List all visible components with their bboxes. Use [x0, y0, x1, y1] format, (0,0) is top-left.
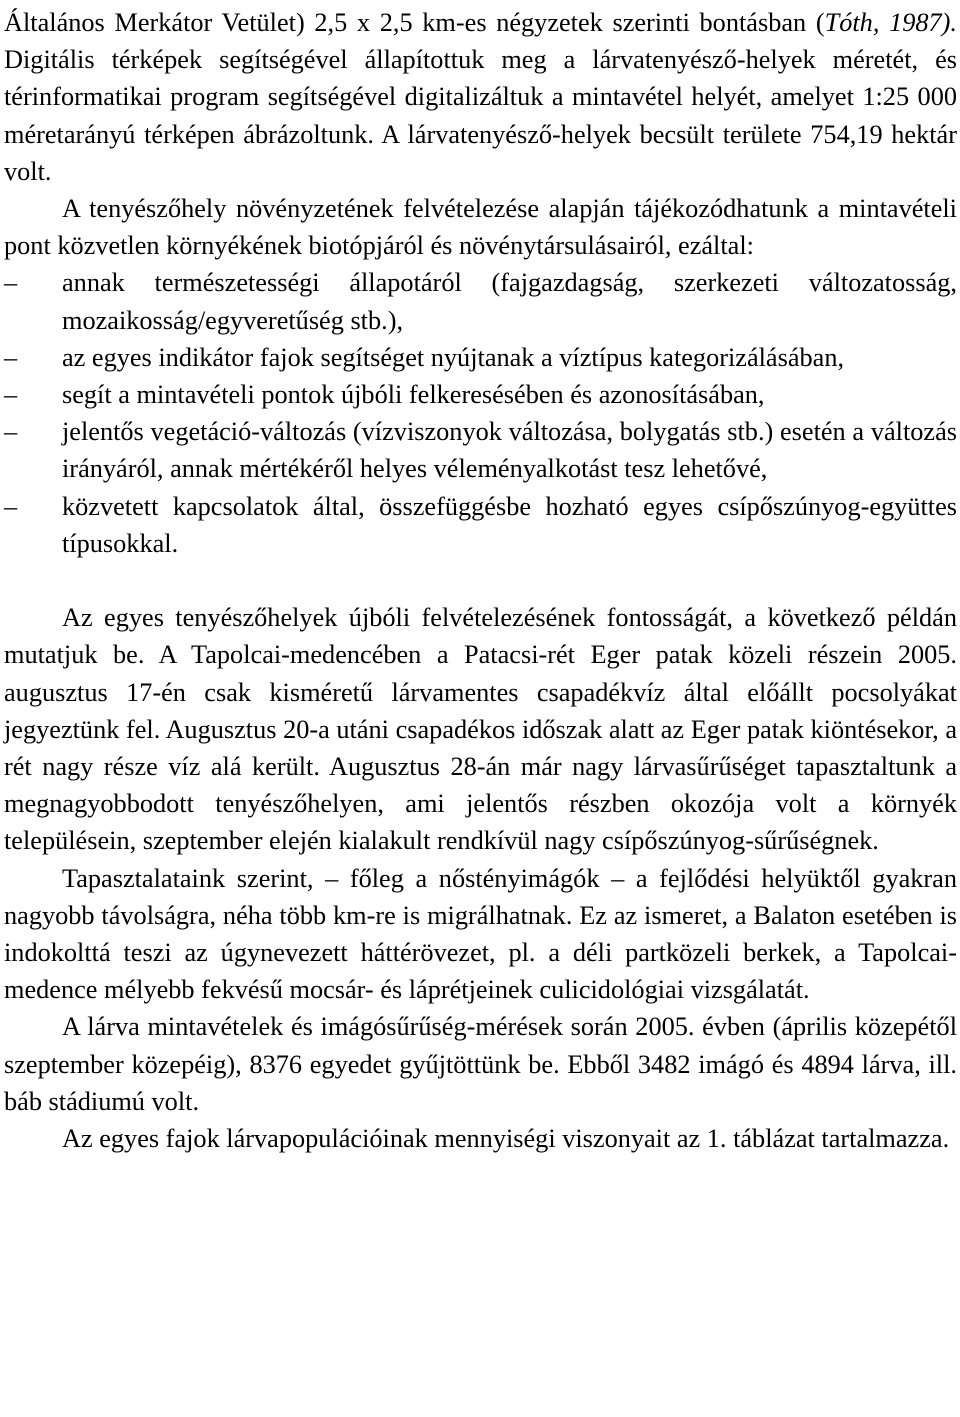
list-item-text: közvetett kapcsolatok által, összefüggésbe hozható egyes csípőszúnyog-együttes típusokkal.: [62, 491, 957, 558]
paragraph-vegetation-intro: A tenyészőhely növényzetének felvételezése alapján tájékozódhatunk a mintavételi pont közvetlen környékének biotópjáról és növénytársulásairól, ezáltal:: [4, 194, 957, 261]
list-item-text: jelentős vegetáció-változás (vízviszonyok változása, bolygatás stb.) esetén a változás irányáról, annak mértékéről helyes véleményalkotást tesz lehetővé,: [62, 417, 957, 484]
dash-bullet: –: [4, 342, 18, 372]
paragraph-spacer: [4, 562, 957, 599]
paragraph-patacsi-example: Az egyes tenyészőhelyek újbóli felvételezésének fontosságát, a következő példán mutatjuk be. A Tapolcai-medencében a Patacsi-rét Eger patak közeli részein 2005. augusztus 17-én csak kisméretű lárvamentes csapadékvíz által előállt pocsolyákat jegyeztünk fel. Augusztus 20-a utáni csapadékos időszak alatt az Eger patak kiöntésekor, a rét nagy része víz alá került. Augusztus 28-án már nagy lárvasűrűséget tapasztaltunk a megnagyobbodott tenyészőhelyen, ami jelentős részben okozója volt a környék településein, szeptember elején kialakult rendkívül nagy csípőszúnyog-sűrűségnek.: [4, 603, 957, 856]
list-item: [4, 376, 957, 413]
dash-bullet: –: [4, 380, 18, 410]
list-item: [4, 413, 957, 487]
document-page: [4, 4, 957, 1157]
citation-toth-1987: Tóth, 1987).: [824, 8, 957, 37]
paragraph-migration: Tapasztalataink szerint, – főleg a nőstényimágók – a fejlődési helyüktől gyakran nagyobb távolságra, néha több km-re is migrálhatnak. Ez az ismeret, a Balaton esetében is indokolttá teszi az úgynevezett háttérövezet, pl. a déli partközeli berkek, a Tapolcai-medence mélyebb fekvésű mocsár- és láprétjeinek culicidológiai vizsgálatát.: [4, 863, 957, 1005]
list-item: [4, 488, 957, 562]
list-item-text: segít a mintavételi pontok újbóli felkeresésében és azonosításában,: [62, 380, 765, 410]
dash-bullet: –: [4, 491, 18, 521]
dash-bullet: –: [4, 417, 18, 447]
paragraph-methods: [4, 4, 957, 190]
paragraph-methods-start: Általános Merkátor Vetület) 2,5 x 2,5 km-es négyzetek szerinti bontásban (: [4, 8, 825, 37]
paragraph-table-reference: Az egyes fajok lárvapopulációinak mennyiségi viszonyait az 1. táblázat tartalmazza.: [62, 1124, 950, 1154]
paragraph-sampling-totals: A lárva mintavételek és imágósűrűség-mérések során 2005. évben (április közepétől szeptember közepéig), 8376 egyedet gyűjtöttünk be. Ebből 3482 imágó és 4894 lárva, ill. báb stádiumú volt.: [4, 1012, 957, 1116]
dash-bullet: –: [4, 268, 18, 298]
list-item: [4, 339, 957, 376]
dash-list: [4, 264, 957, 562]
list-item: [4, 264, 957, 338]
list-item-text: annak természetességi állapotáról (fajgazdagság, szerkezeti változatosság, mozaikosság/egyveretűség stb.),: [62, 268, 957, 335]
paragraph-methods-end: Digitális térképek segítségével állapítottuk meg a lárvatenyésző-helyek méretét, és térinformatikai program segítségével digitalizáltuk a mintavétel helyét, amelyet 1:25 000 méretarányú térképen ábrázoltunk. A lárvatenyésző-helyek becsült területe 754,19 hektár volt.: [4, 45, 957, 186]
list-item-text: az egyes indikátor fajok segítséget nyújtanak a víztípus kategorizálásában,: [62, 342, 845, 372]
